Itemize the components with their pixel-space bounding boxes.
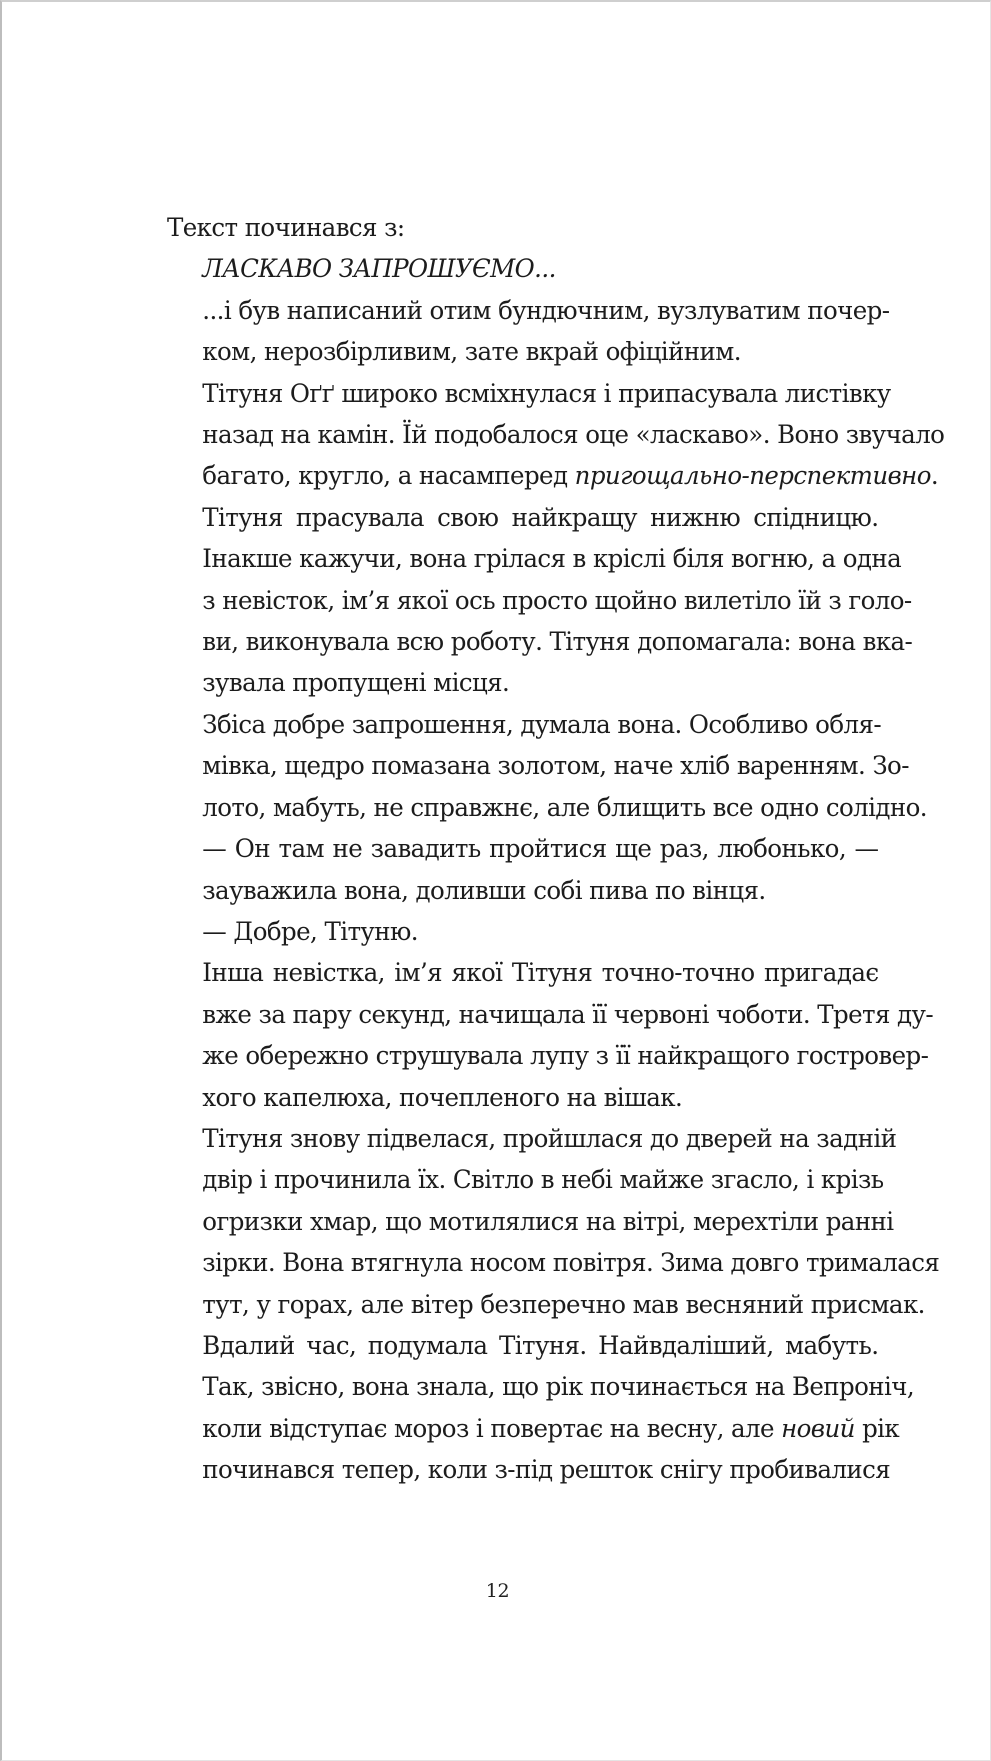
- text-line: огризки хмар, що мотилялися на вітрі, мерехтіли ранні: [202, 1206, 894, 1236]
- text-line: Інша невістка, ім’я якої Тітуня точно-точно пригадає: [202, 958, 879, 988]
- paragraph-border: [167, 704, 927, 828]
- paragraph-ironing: [167, 497, 913, 704]
- italic-word: пригощально-перспективно: [574, 461, 931, 491]
- paragraph-handwriting: [167, 290, 890, 373]
- text-line: — Добре, Тітуню.: [202, 916, 418, 946]
- text-line: Тітуня прасувала свою найкращу нижню спідницю.: [202, 502, 879, 532]
- text-line: [167, 455, 939, 496]
- text-line: Так, звісно, вона знала, що рік починається на Вепроніч,: [202, 1372, 915, 1402]
- paragraph-invitation-heading: [167, 248, 878, 289]
- text-fragment: багато, кругло, а насамперед: [202, 461, 575, 491]
- text-fragment: коли відступає мороз і повертає на весну, але: [202, 1413, 782, 1443]
- text-line: лото, мабуть, не справжнє, але блищить все одно солідно.: [202, 792, 927, 822]
- text-line: Інакше кажучи, вона грілася в кріслі біля вогню, а одна: [202, 544, 902, 574]
- text-line: ви, виконувала всю роботу. Тітуня допомагала: вона вка-: [202, 627, 913, 657]
- text-line: тут, у горах, але вітер безперечно мав весняний присмак.: [202, 1289, 925, 1319]
- text-line: Тітуня Оґґ широко всміхнулася і припасувала листівку: [202, 378, 891, 408]
- text-line: — Он там не завадить пройтися ще раз, любонько, —: [202, 834, 879, 864]
- text-line: зірки. Вона втягнула носом повітря. Зима довго трималася: [202, 1248, 940, 1278]
- italic-word: новий: [781, 1413, 855, 1443]
- text-line: мівка, щедро помазана золотом, наче хліб варенням. Зо-: [202, 751, 909, 781]
- text-line: Вдалий час, подумала Тітуня. Найвдаліший, мабуть.: [202, 1330, 879, 1360]
- text-line: зауважила вона, доливши собі пива по вінця.: [202, 875, 766, 905]
- text-fragment: рік: [854, 1413, 900, 1443]
- text-line: Тітуня знову підвелася, пройшлася до дверей на задній: [202, 1123, 897, 1153]
- text-line: Збіса добре запрошення, думала вона. Особливо обля-: [202, 709, 882, 739]
- paragraph-door: [167, 1118, 940, 1325]
- paragraph-mantel: [167, 373, 945, 497]
- paragraph-boots: [167, 952, 934, 1118]
- text-line: ...і був написаний отим бундючним, вузлуватим почер-: [202, 295, 890, 325]
- text-line: ком, нерозбірливим, зате вкрай офіційним.: [202, 337, 741, 367]
- page-number: 12: [485, 1580, 510, 1602]
- paragraph-dialogue-1: [167, 828, 878, 911]
- text-line: же обережно струшувала лупу з її найкращого гостровер-: [202, 1041, 929, 1071]
- paragraph-new-year: [167, 1325, 915, 1491]
- text-line: назад на камін. Їй подобалося оце «ласкаво». Воно звучало: [202, 420, 945, 450]
- text-line: хого капелюха, почепленого на вішак.: [202, 1082, 683, 1112]
- invitation-heading-italic: ЛАСКАВО ЗАПРОШУЄМО...: [202, 254, 556, 284]
- text-line: зувала пропущені місця.: [202, 668, 510, 698]
- text-line: з невісток, ім’я якої ось просто щойно вилетіло їй з голо-: [202, 585, 912, 615]
- paragraph-dialogue-2: [167, 911, 878, 952]
- page-text: [167, 207, 945, 1491]
- text-line: починався тепер, коли з-під решток снігу пробивалися: [202, 1455, 891, 1485]
- text-line: вже за пару секунд, начищала її червоні чоботи. Третя ду-: [202, 999, 934, 1029]
- text-line: Текст починався з:: [167, 213, 405, 242]
- text-fragment: .: [930, 461, 939, 491]
- paragraph-intro: [167, 207, 878, 248]
- text-line: [167, 1408, 900, 1449]
- text-line: двір і прочинила їх. Світло в небі майже згасло, і крізь: [202, 1165, 884, 1195]
